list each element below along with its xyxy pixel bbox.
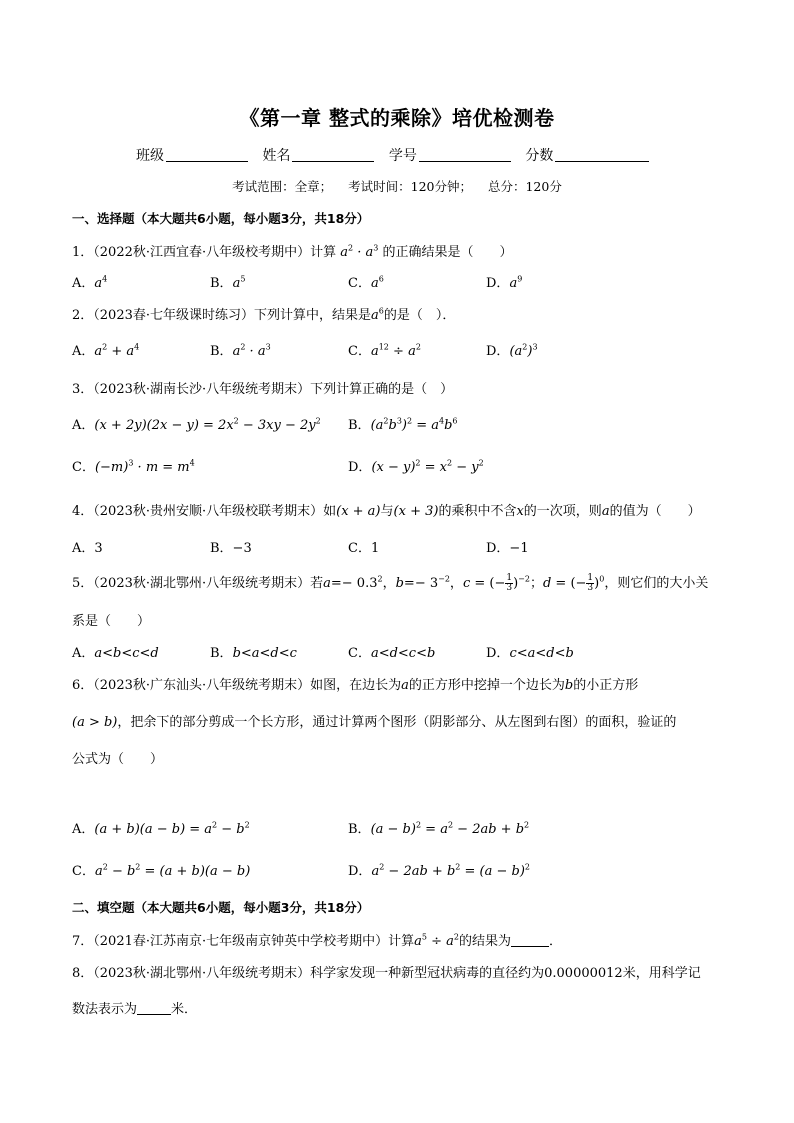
question-8-line2: 数法表示为 米． xyxy=(72,1002,198,1017)
option-b[interactable]: B．b<a<d<c xyxy=(210,646,297,661)
question-7: 7．（2021春·江苏南京·七年级南京钟英中学校考期中）计算$a^5 \div a^2$的结果为 ． xyxy=(72,932,563,949)
question-3-options-ab xyxy=(72,414,732,436)
question-6-options-ab xyxy=(72,818,732,840)
question-2-options xyxy=(72,340,732,362)
question-3-options-cd xyxy=(72,456,732,478)
option-a[interactable]: A．$(a + b)(a - b) = a^2 - b^2$ xyxy=(72,820,250,837)
name-blank[interactable] xyxy=(292,147,374,162)
option-d[interactable]: D．$a^2 - 2ab + b^2 = (a - b)^2$ xyxy=(348,862,530,879)
option-d[interactable]: D．$(x - y)^2 = x^2 - y^2$ xyxy=(348,458,484,475)
answer-blank[interactable] xyxy=(511,934,549,947)
option-c[interactable]: C．a<d<c<b xyxy=(348,646,436,661)
score-blank[interactable] xyxy=(555,147,649,162)
option-c[interactable]: C．$a^6$ xyxy=(348,274,384,291)
option-a[interactable]: A．$(x + 2y)(2x - y) = 2x^2 - 3xy - 2y^2$ xyxy=(72,416,321,433)
exam-total: 总分：120分 xyxy=(487,179,562,194)
option-b[interactable]: B．$(a^2b^3)^2 = a^4b^6$ xyxy=(348,416,458,433)
option-b[interactable]: B．−3 xyxy=(210,541,252,556)
option-b[interactable]: B．$a^2 \cdot a^3$ xyxy=(210,342,271,359)
question-3: 3．（2023秋·湖南长沙·八年级统考期末）下列计算正确的是（ ） xyxy=(72,382,454,397)
question-5: 5．（2023秋·湖北鄂州·八年级统考期末）若$a=- 0.3^2$，$b=- 3^{-2}$，c = (− $\frac{1}{3}$ )$^{-2}$；d = (− $\frac{1}{3}$ )$^0$，则它们的大小关 xyxy=(72,573,709,593)
exam-info xyxy=(0,177,794,195)
score-label: 分数 xyxy=(525,148,554,164)
option-d[interactable]: D．$(a^2)^3$ xyxy=(486,342,538,359)
option-d[interactable]: D．$a^9$ xyxy=(486,274,523,291)
question-5-options xyxy=(72,642,732,664)
section-fill-heading: 二、填空题（本大题共6小题，每小题3分，共18分） xyxy=(72,900,370,915)
page-title: 《第一章 整式的乘除》培优检测卷 xyxy=(239,106,555,130)
question-5-line2: 系是（ ） xyxy=(72,614,151,629)
exam-range: 考试范围：全章； xyxy=(232,179,333,194)
id-label: 学号 xyxy=(388,148,417,164)
option-a[interactable]: A．$a^4$ xyxy=(72,274,108,291)
option-d[interactable]: D．−1 xyxy=(486,541,529,556)
question-4: 4．（2023秋·贵州安顺·八年级校联考期末）如(x + a)与(x + 3)的乘积中不含x的一次项，则a的值为（ ） xyxy=(72,504,701,519)
formula: $a^2 \cdot a^3$ xyxy=(340,243,379,260)
option-c[interactable]: C．$a^2 - b^2 = (a + b)(a - b)$ xyxy=(72,862,251,879)
question-8: 8．（2023秋·湖北鄂州·八年级统考期末）科学家发现一种新型冠状病毒的直径约为0.00000012米，用科学记 xyxy=(72,966,701,981)
class-blank[interactable] xyxy=(166,147,248,162)
option-a[interactable]: A．a<b<c<d xyxy=(72,646,159,661)
option-c[interactable]: C．1 xyxy=(348,541,380,556)
section-choice-heading: 一、选择题（本大题共6小题，每小题3分，共18分） xyxy=(72,211,370,226)
student-info-row xyxy=(136,145,676,165)
option-d[interactable]: D．c<a<d<b xyxy=(486,646,574,661)
question-6-options-cd xyxy=(72,860,732,882)
question-6-line2: (a > b)，把余下的部分剪成一个长方形，通过计算两个图形（阴影部分、从左图到右图）的面积，验证的 xyxy=(72,715,677,730)
question-6: 6．（2023秋·广东汕头·八年级统考期末）如图，在边长为a的正方形中挖掉一个边长为b的小正方形 xyxy=(72,678,639,693)
option-c[interactable]: C．$a^{12} \div a^2$ xyxy=(348,342,421,359)
question-6-line3: 公式为（ ） xyxy=(72,752,164,767)
option-a[interactable]: A．3 xyxy=(72,541,103,556)
exam-time: 考试时间：120分钟； xyxy=(348,179,472,194)
option-c[interactable]: C．$(-m)^3 \cdot m = m^4$ xyxy=(72,458,195,475)
question-1: 1．（2022秋·江西宜春·八年级校考期中）计算 $a^2 \cdot a^3$ 的正确结果是（ ） xyxy=(72,243,513,260)
name-label: 姓名 xyxy=(262,148,291,164)
question-4-options xyxy=(72,537,732,559)
answer-blank[interactable] xyxy=(137,1002,171,1015)
id-blank[interactable] xyxy=(419,147,511,162)
question-1-options xyxy=(72,272,732,294)
option-b[interactable]: B．$(a - b)^2 = a^2 - 2ab + b^2$ xyxy=(348,820,530,837)
option-a[interactable]: A．$a^2 + a^4$ xyxy=(72,342,140,359)
question-2: 2．（2023春·七年级课时练习）下列计算中，结果是$a^6$的是（ ）． xyxy=(72,306,456,323)
class-label: 班级 xyxy=(136,148,164,164)
option-b[interactable]: B．$a^5$ xyxy=(210,274,246,291)
